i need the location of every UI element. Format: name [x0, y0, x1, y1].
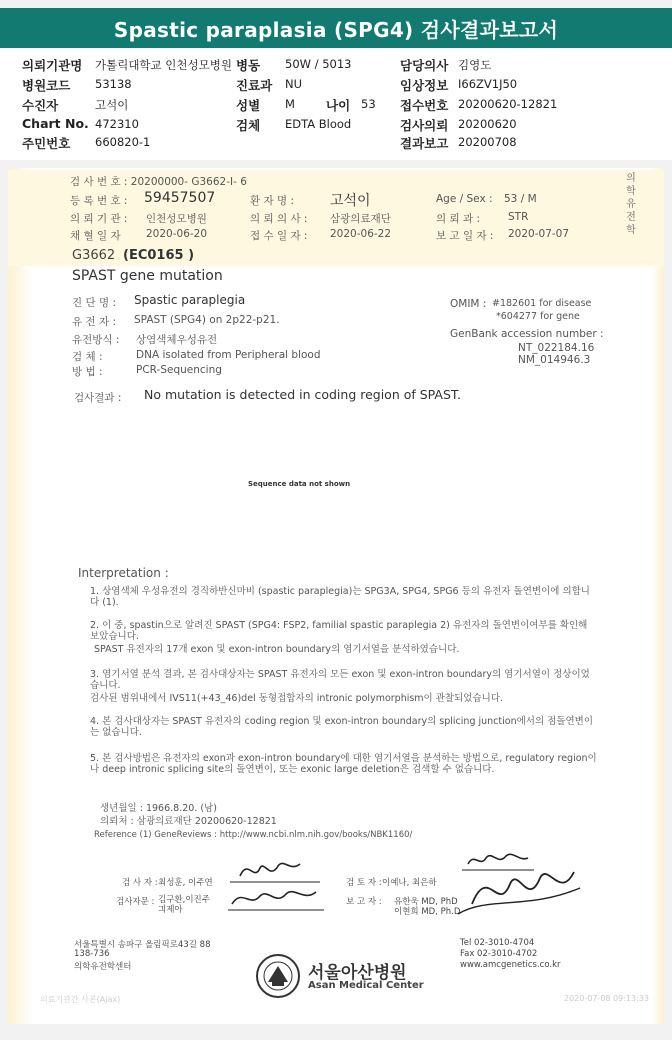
specimen-value: EDTA Blood: [285, 117, 352, 131]
spec-label: 검 체 :: [72, 351, 103, 363]
report-date-value: 20200708: [458, 135, 517, 149]
clinical-value: I66ZV1J50: [458, 77, 518, 91]
address-line-2: 138-736: [74, 949, 110, 959]
clinical-label: 임상정보: [400, 78, 449, 93]
side-char: 유: [626, 199, 636, 210]
ward-label: 병동: [236, 58, 261, 73]
omim-disease: #182601 for disease: [492, 298, 592, 309]
req-doctor-label: 의 뢰 의 사 :: [250, 213, 308, 225]
code-value: 53138: [95, 77, 132, 91]
tel: Tel 02-3010-4704: [460, 938, 535, 948]
spec-value: DNA isolated from Peripheral blood: [136, 349, 321, 361]
fax: Fax 02-3010-4702: [460, 949, 538, 959]
request-value: 20200620: [458, 117, 517, 131]
side-char: 의: [626, 173, 636, 184]
dept-label: 진료과: [236, 78, 273, 93]
scan-report-value: 2020-07-07: [508, 228, 570, 240]
diagnosis-label: 진 단 명 :: [72, 297, 116, 309]
hospital-value: 가톨릭대학교 인천성모병원: [95, 58, 232, 72]
interp-5: 5. 본 검사방법은 유전자의 exon과 exon-intron boundary에 대한 염기서열을 분석하는 방법으로, regulatory region이나 deep intronic splicing site의 돌연변이, 또는 exonic large deletion은 검색할 수 없습니다.: [90, 753, 597, 775]
resident-label: 주민번호: [22, 136, 71, 151]
result-value: No mutation is detected in coding region of SPAST.: [144, 387, 462, 402]
specimen-label: 검체: [236, 118, 261, 133]
side-char: 학: [626, 186, 636, 197]
reg-no-label: 등 록 번 호 :: [70, 195, 128, 207]
interp-3: 3. 염기서열 분석 결과, 본 검사대상자는 SPAST 유전자의 모든 exon 및 exon-intron boundary의 염기서열이 정상이었습니다.: [90, 669, 590, 691]
agency-label: 의 뢰 기 관 :: [70, 213, 128, 225]
sex-value: M: [285, 97, 295, 111]
scan-edge-right: [652, 168, 664, 1024]
address-line-1: 서울특별시 송파구 올림픽로43길 88: [74, 940, 211, 950]
website: www.amcgenetics.co.kr: [460, 960, 561, 970]
faint-footer-left: 의료기관간 사본(Ajax): [40, 995, 121, 1004]
patient-name-value: 고석이: [330, 193, 371, 209]
tester-value: 최성훈, 이주연: [158, 878, 213, 888]
genbank-nm: NM_014946.3: [518, 354, 591, 366]
age-label: 나이: [326, 98, 351, 113]
genbank-label: GenBank accession number :: [450, 328, 604, 340]
advisor-value: 김구환,이진주 긔제아: [158, 895, 210, 915]
reporter-label: 보 고 자 :: [346, 897, 382, 907]
address-line-3: 의학유전학센터: [74, 962, 132, 972]
inheritance-label: 유전방식 :: [72, 334, 120, 346]
reporter-value-2: 이현희 MD, Ph.D: [394, 907, 461, 917]
reviewer-value: 이예나, 최은하: [382, 878, 437, 888]
birth-date: 생년월일 : 1966.8.20. (남): [100, 803, 217, 814]
ward-value: 50W / 5013: [285, 57, 352, 71]
method-label: 방 법 :: [72, 366, 103, 378]
hospital-emblem-icon: [254, 952, 302, 1000]
dept-value: NU: [285, 77, 303, 91]
agency-value: 인천성모병원: [146, 213, 207, 225]
reviewer-signature: [448, 844, 588, 928]
interp-2b: SPAST 유전자의 17개 exon 및 exon-intron boundary의 염기서열을 분석하였습니다.: [94, 644, 460, 655]
interpretation-label: Interpretation :: [78, 566, 169, 580]
receipt-value: 20200620-12821: [458, 97, 558, 111]
scan-report-label: 보 고 일 자 :: [436, 230, 494, 242]
report-title: Spastic paraplasia (SPG4) 검사결과보고서: [0, 8, 672, 48]
hospital-name-kr: 서울아산병원: [308, 963, 407, 983]
interp-2: 2. 이 중, spastin으로 알려진 SPAST (SPG4: FSP2, familial spastic paraplegia 2) 유전자의 돌연변이여부를 확인해 보았습니다.: [90, 620, 588, 642]
scan-edge-left: [8, 168, 33, 1024]
reporter-value-1: 유한욱 MD, PhD: [394, 897, 458, 907]
result-label: 검사결과 :: [74, 392, 122, 404]
method-value: PCR-Sequencing: [136, 364, 222, 376]
scanned-report: [8, 168, 664, 1024]
omim-gene: *604277 for gene: [496, 311, 580, 322]
gene-title: SPAST gene mutation: [72, 268, 223, 284]
faint-footer-right: 2020-07-08 09:13:33: [564, 994, 649, 1003]
diagnosis-value: Spastic paraplegia: [134, 293, 246, 307]
sex-label: 성별: [236, 98, 261, 113]
referrer: 의뢰처 : 삼광의료재단 20200620-12821: [100, 816, 277, 827]
age-value: 53: [361, 97, 376, 111]
sequence-note: Sequence data not shown: [248, 480, 351, 488]
report-date-label: 결과보고: [400, 136, 449, 151]
side-char: 학: [626, 225, 636, 236]
name-value: 고석이: [95, 98, 129, 112]
ec-code: (EC0165 ): [123, 248, 195, 263]
collect-value: 2020-06-20: [146, 228, 208, 240]
request-label: 검사의뢰: [400, 118, 449, 133]
interp-1: 1. 상염색체 우성유전의 경직하반신마비 (spastic paraplegia)는 SPG3A, SPG4, SPG6 등의 유전자 돌연변이에 의합니다 (1).: [90, 586, 590, 608]
genbank-nt: NT_022184.16: [518, 342, 595, 354]
age-sex-value: 53 / M: [504, 193, 537, 205]
doctor-value: 김영도: [458, 58, 492, 72]
patient-name-label: 환 자 명 :: [250, 195, 294, 207]
receipt-label: 접수번호: [400, 98, 449, 113]
resident-value: 660820-1: [95, 135, 151, 149]
hospital-name-en: Asan Medical Center: [308, 980, 424, 991]
inheritance-value: 상염색체우성유전: [136, 334, 218, 346]
accept-value: 2020-06-22: [330, 228, 392, 240]
gene-value: SPAST (SPG4) on 2p22-p21.: [134, 314, 280, 326]
tester-signature: [220, 852, 332, 916]
test-number: 검 사 번 호 : 20200000- G3662-I- 6: [70, 176, 247, 188]
code-label: 병원코드: [22, 78, 71, 93]
age-sex-label: Age / Sex :: [436, 193, 493, 205]
chart-value: 472310: [95, 117, 139, 131]
hospital-label: 의뢰기관명: [22, 58, 83, 73]
reg-no-value: 59457507: [144, 190, 216, 206]
interp-4: 4. 본 검사대상자는 SPAST 유전자의 coding region 및 exon-intron boundary의 splicing junction에서의 점돌연변이는 없습니다.: [90, 716, 594, 738]
side-vertical-label: [624, 172, 638, 237]
interp-3b: 검사된 범위내에서 IVS11(+43_46)del 동형접합자의 intronic polymorphism이 관찰되었습니다.: [90, 693, 504, 704]
accept-label: 접 수 일 자 :: [250, 230, 308, 242]
name-label: 수진자: [22, 98, 59, 113]
omim-label: OMIM :: [450, 298, 487, 310]
test-code: G3662: [72, 248, 116, 263]
tester-label: 검 사 자 :: [122, 878, 158, 888]
req-dept-value: STR: [508, 211, 529, 223]
gene-label: 유 전 자 :: [72, 316, 116, 328]
reviewer-label: 검 토 자 :: [346, 878, 382, 888]
advisor-label: 검사자문 :: [116, 897, 155, 907]
collect-label: 채 혈 일 자: [70, 230, 121, 242]
req-doctor-value: 삼광의료재단: [330, 213, 391, 225]
reference: Reference (1) GeneReviews : http://www.ncbi.nlm.nih.gov/books/NBK1160/: [94, 830, 413, 840]
chart-label: Chart No.: [22, 116, 89, 131]
side-char: 전: [626, 212, 636, 223]
patient-header: [0, 48, 672, 160]
req-dept-label: 의 뢰 과 :: [436, 213, 480, 225]
doctor-label: 담당의사: [400, 58, 449, 73]
